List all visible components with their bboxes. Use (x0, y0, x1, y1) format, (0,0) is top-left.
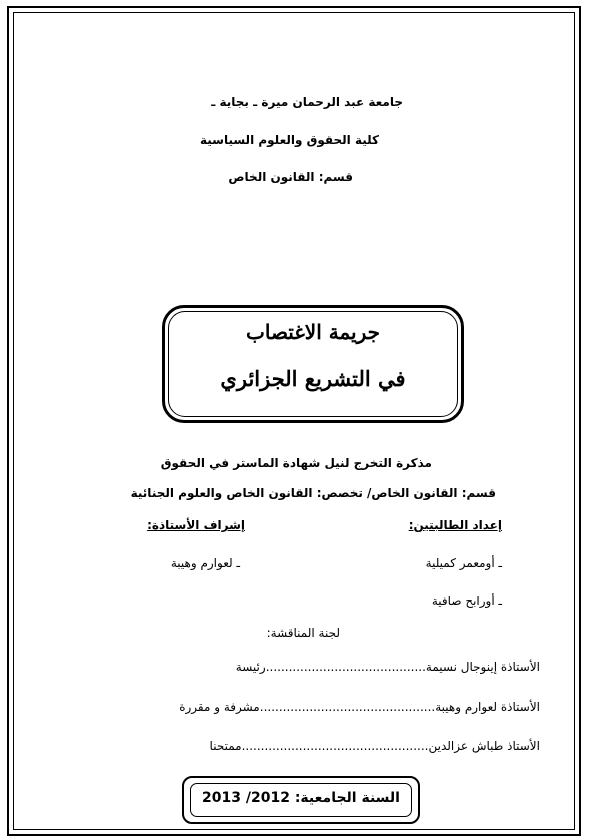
students-heading: إعداد الطالبتين: (408, 518, 502, 532)
thesis-title-line2: في التشريع الجزائري (220, 366, 406, 391)
committee-member-role: رئيسة (235, 660, 266, 674)
committee-row (236, 660, 540, 674)
committee-row (210, 739, 540, 753)
student-name-1: ـ أومعمر كميلية (425, 556, 502, 570)
committee-member-role: ممتحنا (209, 739, 242, 753)
committee-dots: ................................................. (241, 739, 429, 753)
committee-heading: لجنة المناقشة: (266, 626, 340, 640)
committee-dots: .............................................. (259, 700, 436, 714)
academic-year: السنة الجامعية: 2012/ 2013 (202, 790, 400, 806)
committee-member-name: الأستاذة إينوجال نسيمة (425, 660, 540, 674)
thesis-specialty: قسم: القانون الخاص/ تخصص: القانون الخاص والعلوم الجنائية (130, 486, 496, 500)
committee-dots: .......................................... (265, 660, 426, 674)
committee-member-role: مشرفة و مقررة (179, 700, 260, 714)
committee-member-name: الأستاذة لعوارم وهيبة (435, 700, 540, 714)
thesis-title-line1: جريمة الاغتصاب (246, 320, 380, 344)
supervisor-name: ـ لعوارم وهيبة (170, 556, 240, 570)
department-name: قسم: القانون الخاص (228, 170, 353, 184)
supervisor-heading: إشراف الأستاذة: (147, 518, 245, 532)
thesis-description: مذكرة التخرج لنيل شهادة الماستر في الحقوق (160, 456, 432, 470)
faculty-name: كلية الحقوق والعلوم السياسية (199, 133, 379, 147)
university-name: جامعة عبد الرحمان ميرة ـ بجاية ـ (211, 95, 403, 109)
committee-member-name: الأستاذ طباش عزالدين (428, 739, 540, 753)
student-name-2: ـ أورابح صافية (431, 594, 502, 608)
committee-row (179, 700, 540, 714)
